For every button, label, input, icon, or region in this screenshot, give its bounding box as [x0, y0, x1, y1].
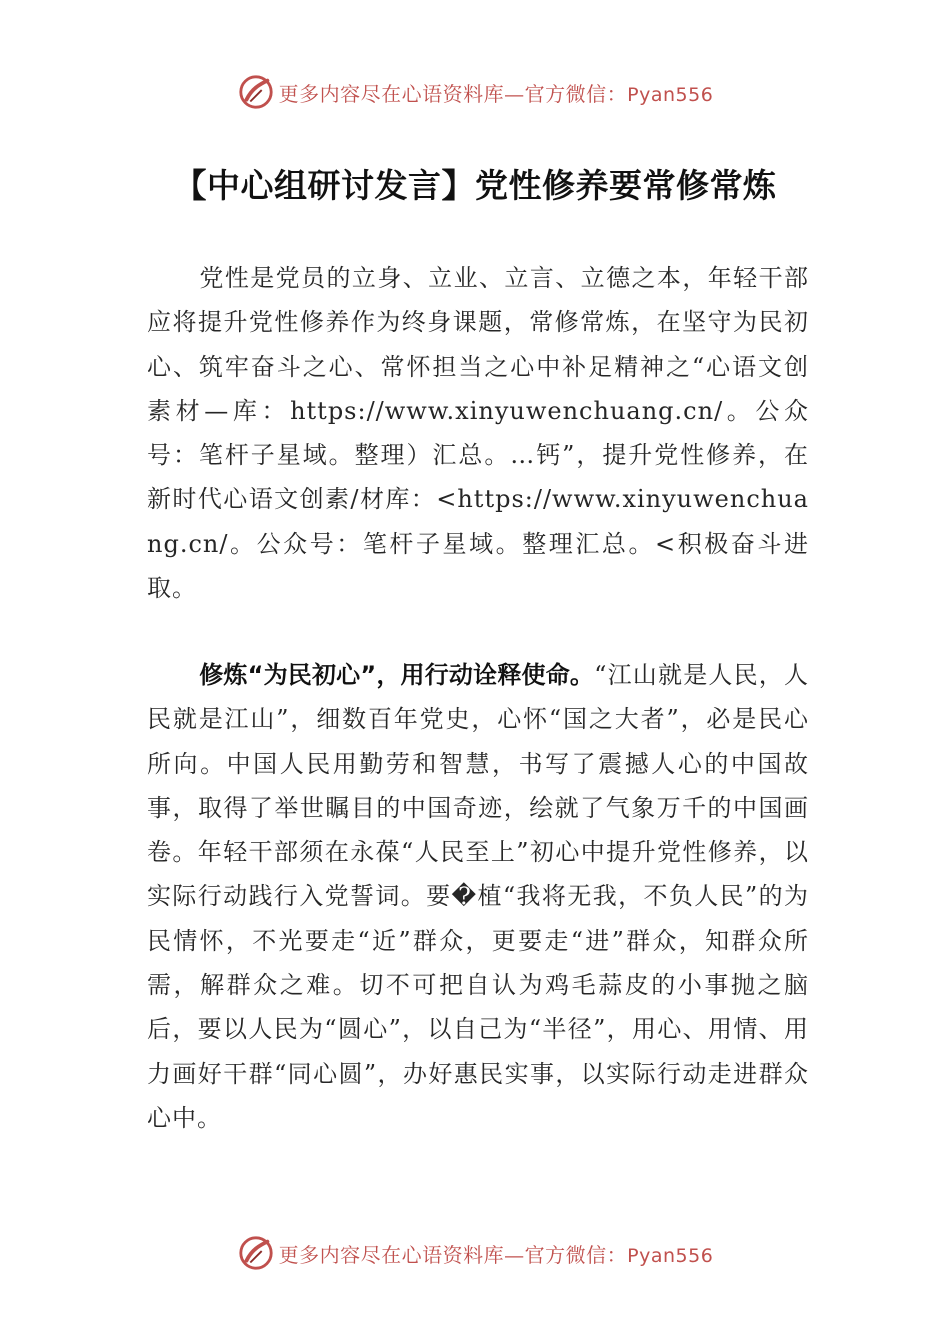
footer-banner	[0, 1231, 950, 1275]
brand-logo-icon	[237, 1234, 275, 1272]
header-banner	[0, 70, 950, 114]
footer-banner-text: 更多内容尽在心语资料库—官方微信：Pyan556	[278, 1242, 714, 1267]
paragraph-1-text: 党性是党员的立身、立业、立言、立德之本，年轻干部应将提升党性修养作为终身课题，常修常炼，在坚守为民初心、筑牢奋斗之心、常怀担当之心中补足精神之“心语文创素材—库：https://www.xinyuwenchuang.cn/。公众号：笔杆子星域。整理）汇总。…钙”，提升党性修养，在新时代心语文创素/材库：<https://www.xinyuwenchuang.cn/。公众号：笔杆子星域。整理汇总。<积极奋斗进取。	[147, 264, 809, 603]
paragraph-2	[147, 653, 809, 1140]
document-title: 【中心组研讨发言】党性修养要常修常炼	[173, 166, 777, 205]
footer-wechat-id: Pyan556	[627, 1244, 714, 1267]
header-banner-text: 更多内容尽在心语资料库—官方微信：Pyan556	[278, 81, 714, 106]
header-wechat-id: Pyan556	[627, 83, 714, 106]
paragraph-2-lead: 修炼“为民初心”，用行动诠释使命。	[199, 661, 595, 689]
paragraph-2-body: “江山就是人民，人民就是江山”，细数百年党史，心怀“国之大者”，必是民心所向。中国人民用勤劳和智慧，书写了震撼人心的中国故事，取得了举世瞩目的中国奇迹，绘就了气象万千的中国画卷。年轻干部须在永葆“人民至上”初心中提升党性修养，以实际行动践行入党誓词。要�植“我将无我，不负人民”的为民情怀，不光要走“近”群众，更要走“进”群众，知群众所需，解群众之难。切不可把自认为鸡毛蒜皮的小事抛之脑后，要以人民为“圆心”，以自己为“半径”，用心、用情、用力画好干群“同心圆”，办好惠民实事，以实际行动走进群众心中。	[147, 661, 810, 1132]
brand-logo-icon	[237, 73, 275, 111]
paragraph-1	[147, 256, 809, 610]
